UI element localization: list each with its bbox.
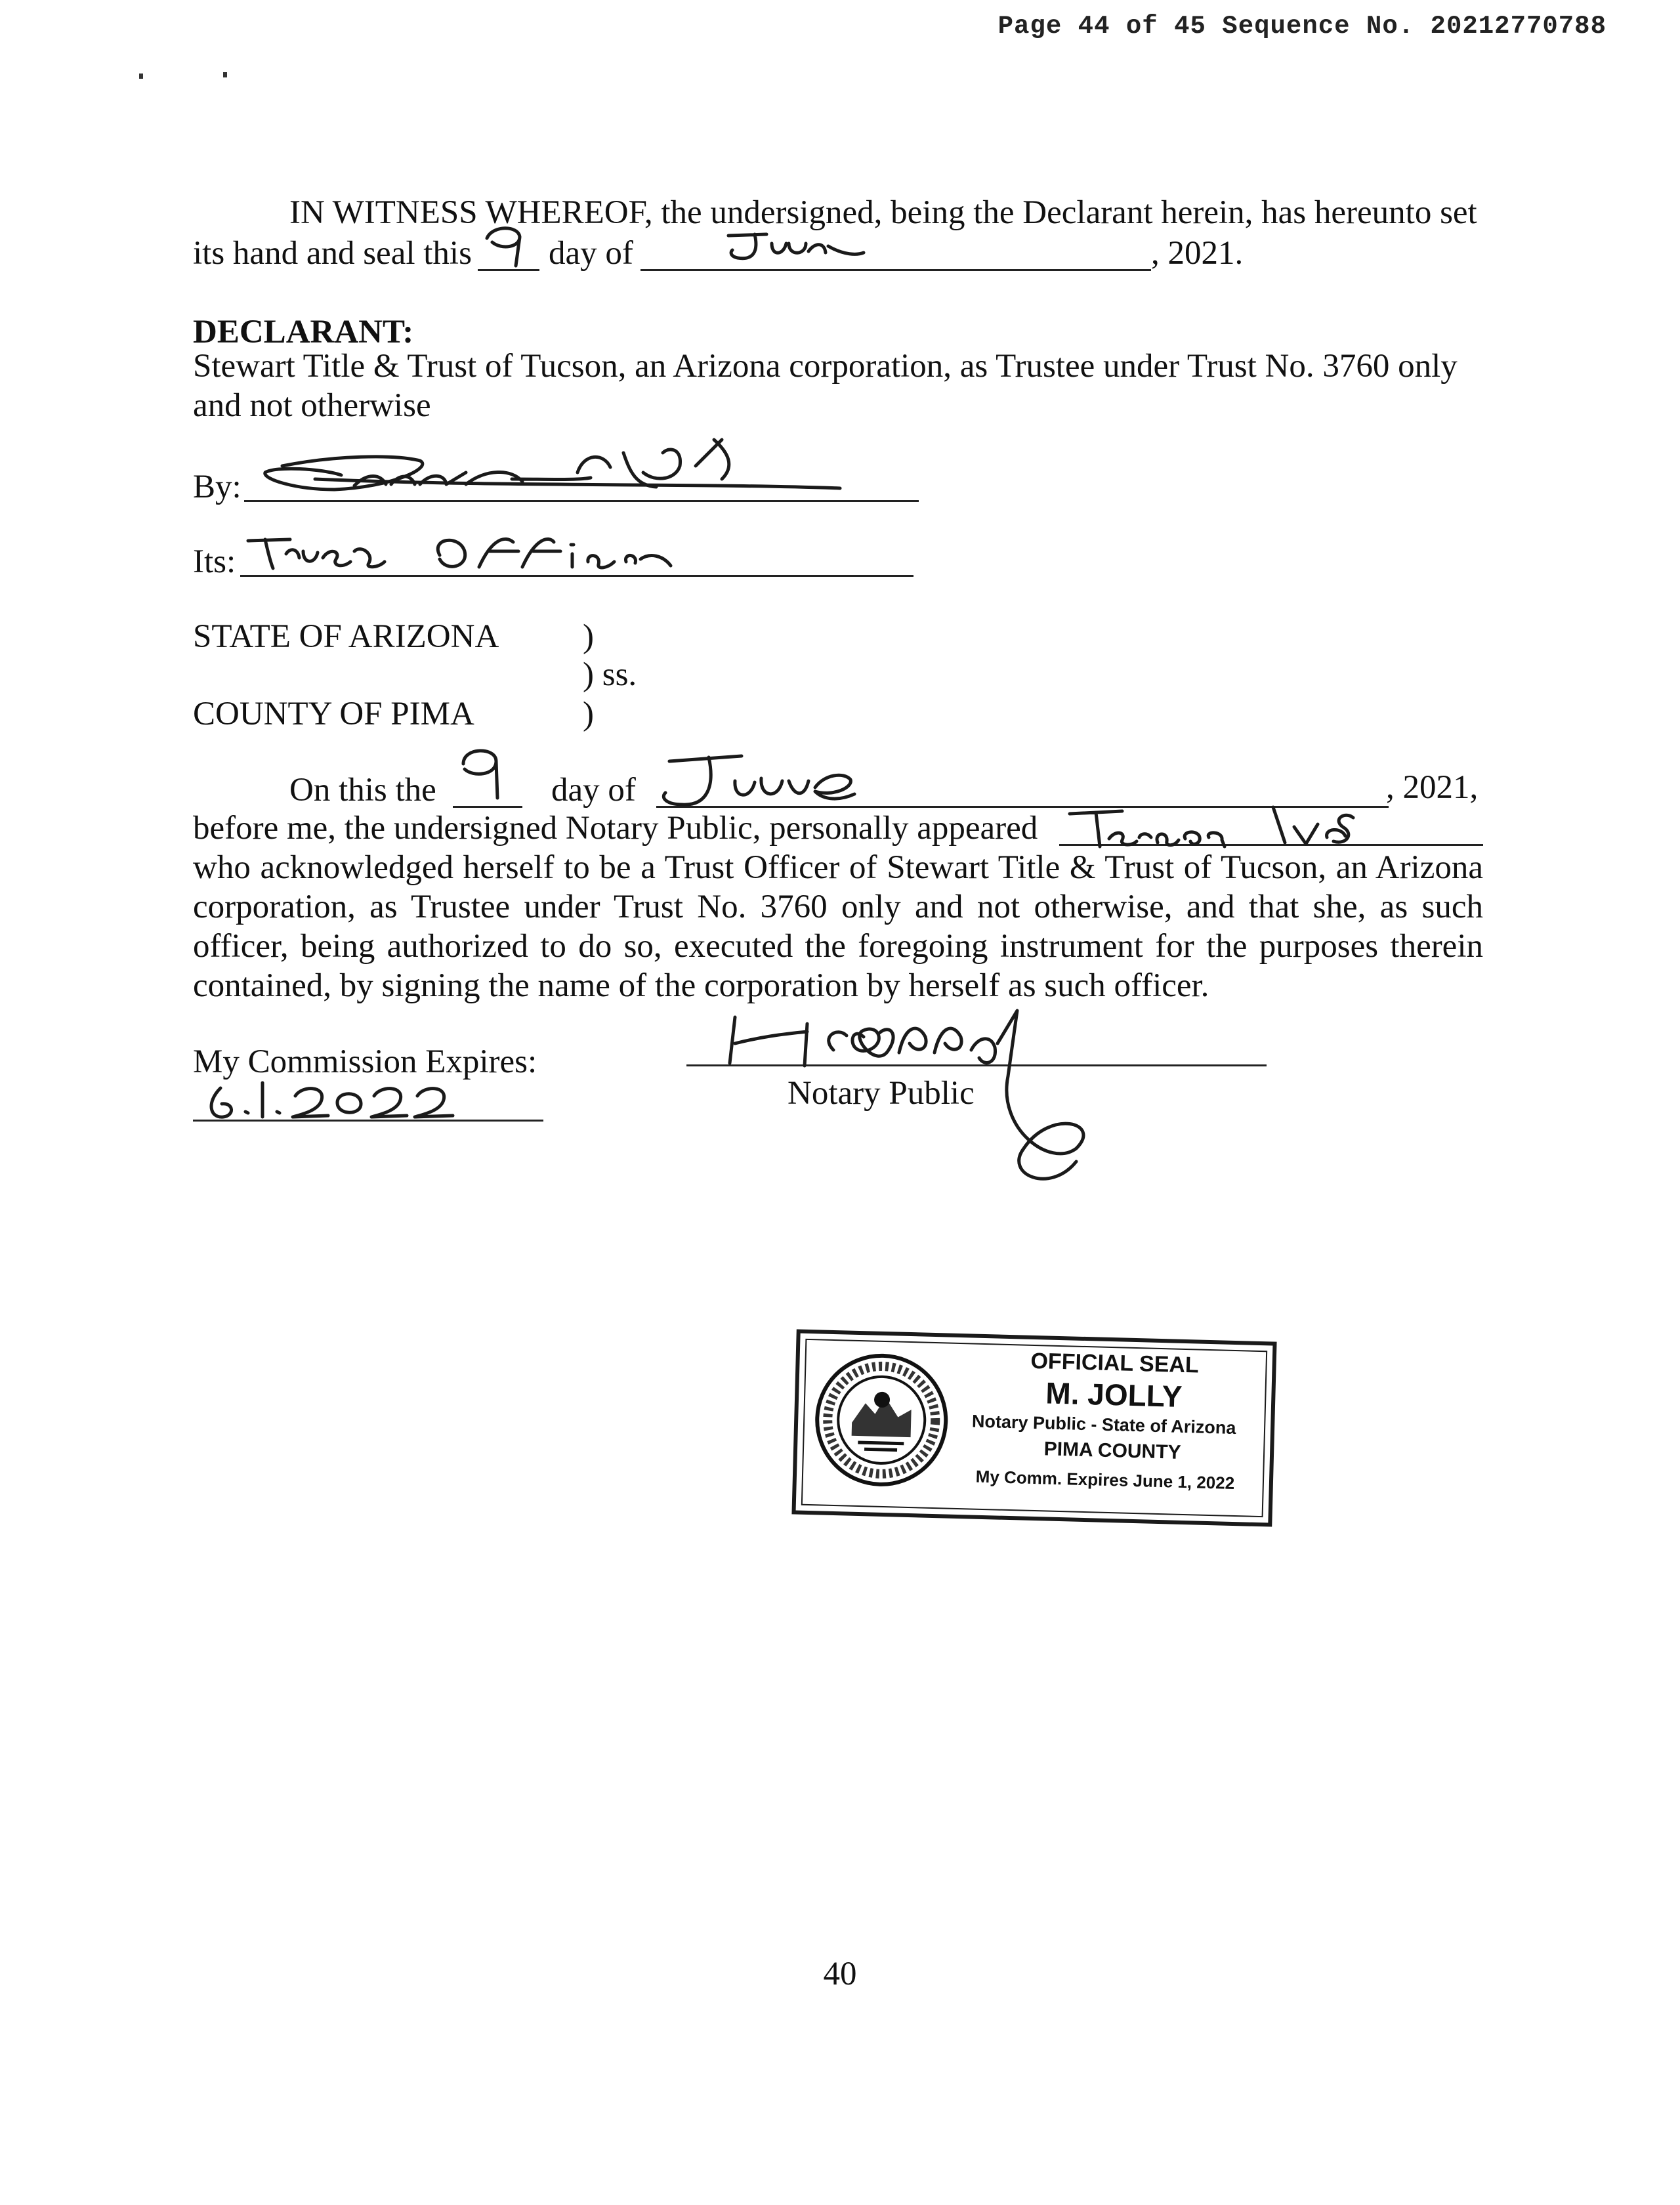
handwritten-month-1 [715,226,873,266]
handwritten-day-1 [472,220,551,272]
witness-line-2-mid: day of [549,235,633,272]
seal-line-notary-name: M. JOLLY [1045,1376,1183,1414]
scan-speck [223,72,227,77]
by-label: By: [193,469,242,505]
arizona-state-seal-emblem [811,1349,952,1490]
ack-line-1-mid: day of [551,772,636,808]
witness-line-2-start: its hand and seal this [193,235,472,272]
venue-state: STATE OF ARIZONA [193,618,499,655]
scan-speck [139,74,143,79]
handwritten-expiry-date [197,1076,525,1129]
page-number: 40 [823,1956,857,1992]
its-label: Its: [193,543,236,580]
declarant-heading: DECLARANT: [193,314,414,350]
venue-paren-1: ) [583,618,594,655]
witness-month-line [640,269,1151,271]
handwritten-day-2 [444,742,522,814]
seal-line-expiry: My Comm. Expires June 1, 2022 [975,1466,1235,1494]
ack-line-2: before me, the undersigned Notary Public, personally appeared [193,810,1038,847]
seal-line-notary-state: Notary Public - State of Arizona [971,1411,1236,1438]
handwritten-trust-officer [230,525,715,584]
commission-label: My Commission Expires: [193,1043,537,1080]
page-sequence-header: Page 44 of 45 Sequence No. 20212770788 [998,12,1606,41]
ack-line-6: contained, by signing the name of the corporation by herself as such officer. [193,967,1209,1004]
ack-line-4: corporation, as Trustee under Trust No. 3760 only and not otherwise, and that she, as such [193,889,1483,925]
venue-paren-3: ) [583,696,594,732]
handwritten-month-2 [643,742,866,814]
ack-line-3: who acknowledged herself to be a Trust Officer of Stewart Title & Trust of Tucson, an Arizona [193,849,1483,886]
witness-line-1: IN WITNESS WHEREOF, the undersigned, being the Declarant herein, has hereunto set [289,194,1477,231]
ack-line-1-end: , 2021, [1386,769,1479,806]
seal-line-official-seal: OFFICIAL SEAL [1030,1348,1200,1378]
notary-signature [709,998,1181,1181]
official-seal-stamp [791,1329,1276,1526]
seal-line-county: PIMA COUNTY [1043,1438,1181,1463]
declarant-signature [236,427,840,518]
notary-public-label: Notary Public [788,1075,975,1112]
witness-line-2-end: , 2021. [1151,235,1244,272]
declarant-line-1: Stewart Title & Trust of Tucson, an Arizona corporation, as Trustee under Trust No. 3760 only [193,348,1458,385]
venue-county: COUNTY OF PIMA [193,696,474,732]
declarant-line-2: and not otherwise [193,387,431,424]
venue-ss: ) ss. [583,656,637,693]
ack-line-1-start: On this the [289,772,436,808]
ack-line-5: officer, being authorized to do so, executed the foregoing instrument for the purposes therein [193,928,1483,965]
